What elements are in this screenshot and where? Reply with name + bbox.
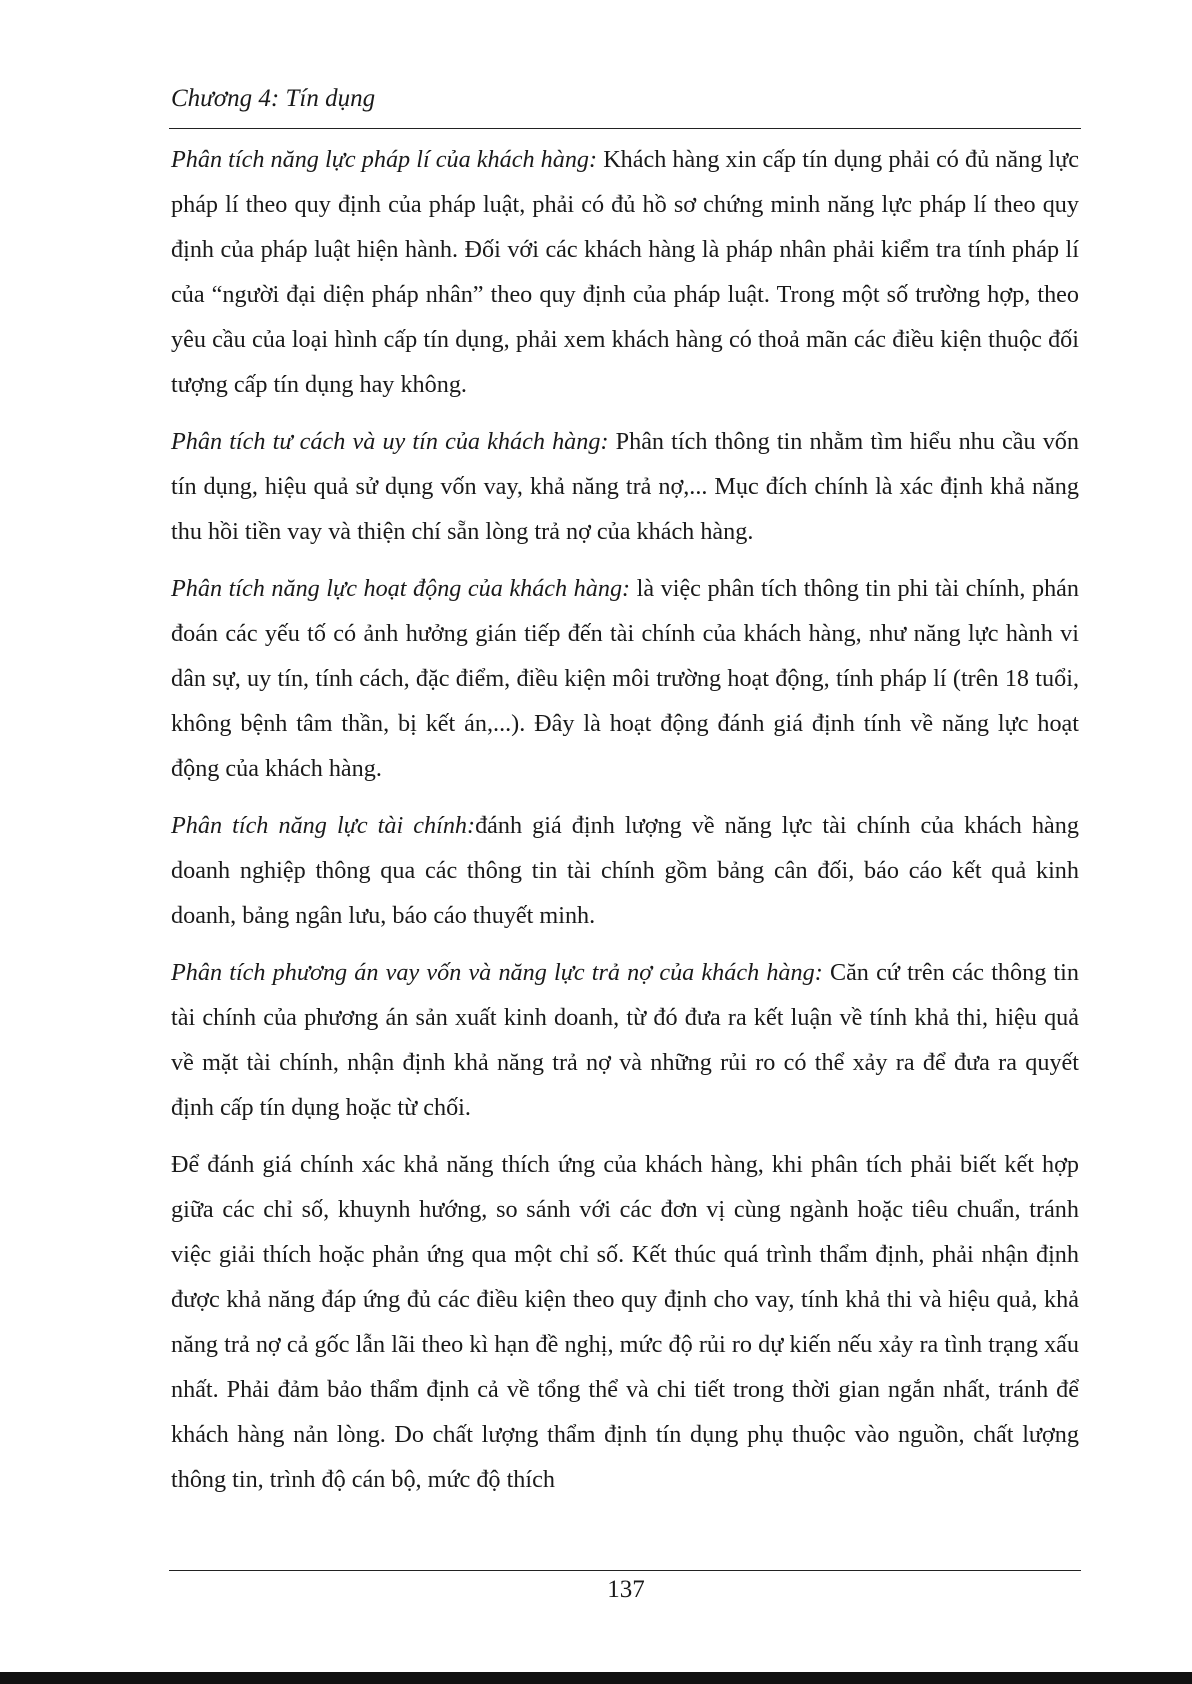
paragraph-body: Phân tích thông tin nhằm tìm hiểu nhu cầu vốn tín dụng, hiệu quả sử dụng vốn vay, khả năng trả nợ,... Mục đích chính là xác định khả năng thu hồi tiền vay và thiện chí sẵn lòng trả nợ của khách hàng. bbox=[171, 428, 1079, 545]
paragraph-lead: Phân tích tư cách và uy tín của khách hàng: bbox=[171, 428, 609, 455]
paragraph-body: Để đánh giá chính xác khả năng thích ứng của khách hàng, khi phân tích phải biết kết hợp giữa các chỉ số, khuynh hướng, so sánh với các đơn vị cùng ngành hoặc tiêu chuẩn, tránh việc giải thích hoặc phản ứng qua một chỉ số. Kết thúc quá trình thẩm định, phải nhận định được khả năng đáp ứng đủ các điều kiện theo quy định cho vay, tính khả thi và hiệu quả, khả năng trả nợ cả gốc lẫn lãi theo kì hạn đề nghị, mức độ rủi ro dự kiến nếu xảy ra tình trạng xấu nhất. Phải đảm bảo thẩm định cả về tổng thể và chi tiết trong thời gian ngắn nhất, tránh để khách hàng nản lòng. Do chất lượng thẩm định tín dụng phụ thuộc vào nguồn, chất lượng thông tin, trình độ cán bộ, mức độ thích bbox=[171, 1151, 1079, 1493]
paragraph-assessment-summary bbox=[171, 1142, 1079, 1502]
paragraph-loan-plan bbox=[171, 950, 1079, 1130]
running-header: Chương 4: Tín dụng bbox=[171, 85, 376, 112]
page-number: 137 bbox=[607, 1576, 645, 1603]
paragraph-body: Khách hàng xin cấp tín dụng phải có đủ năng lực pháp lí theo quy định của pháp luật, phải có đủ hồ sơ chứng minh năng lực pháp lí theo quy định của pháp luật hiện hành. Đối với các khách hàng là pháp nhân phải kiểm tra tính pháp lí của “người đại diện pháp nhân” theo quy định của pháp luật. Trong một số trường hợp, theo yêu cầu của loại hình cấp tín dụng, phải xem khách hàng có thoả mãn các điều kiện thuộc đối tượng cấp tín dụng hay không. bbox=[171, 146, 1079, 398]
paragraph-lead: Phân tích phương án vay vốn và năng lực trả nợ của khách hàng: bbox=[171, 959, 823, 986]
header-rule bbox=[169, 128, 1081, 129]
paragraph-body: là việc phân tích thông tin phi tài chính, phán đoán các yếu tố có ảnh hưởng gián tiếp đến tài chính của khách hàng, như năng lực hành vi dân sự, uy tín, tính cách, đặc điểm, điều kiện môi trường hoạt động, tính pháp lí (trên 18 tuổi, không bệnh tâm thần, bị kết án,...). Đây là hoạt động đánh giá định tính về năng lực hoạt động của khách hàng. bbox=[171, 575, 1079, 782]
body-text bbox=[171, 137, 1079, 1514]
paragraph-lead: Phân tích năng lực tài chính: bbox=[171, 812, 476, 839]
paragraph-lead: Phân tích năng lực pháp lí của khách hàng: bbox=[171, 146, 598, 173]
paragraph-operating-capacity bbox=[171, 566, 1079, 791]
paragraph-financial-capacity bbox=[171, 803, 1079, 938]
paragraph-legal-capacity bbox=[171, 137, 1079, 407]
scan-edge-band bbox=[0, 1672, 1192, 1684]
paragraph-body: Căn cứ trên các thông tin tài chính của phương án sản xuất kinh doanh, từ đó đưa ra kết luận về tính khả thi, hiệu quả về mặt tài chính, nhận định khả năng trả nợ và những rủi ro có thể xảy ra để đưa ra quyết định cấp tín dụng hoặc từ chối. bbox=[171, 959, 1080, 1121]
paragraph-lead: Phân tích năng lực hoạt động của khách hàng: bbox=[171, 575, 631, 602]
paragraph-character-reputation bbox=[171, 419, 1079, 554]
paragraph-body: đánh giá định lượng về năng lực tài chính của khách hàng doanh nghiệp thông qua các thông tin tài chính gồm bảng cân đối, báo cáo kết quả kinh doanh, bảng ngân lưu, báo cáo thuyết minh. bbox=[171, 812, 1079, 929]
